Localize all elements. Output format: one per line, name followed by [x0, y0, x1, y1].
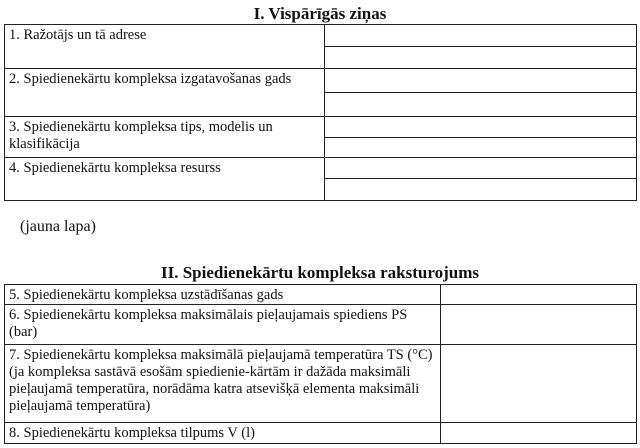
row-label-type-model: 3. Spiedienekārtu kompleksa tips, modelis un klasifikācija [5, 117, 325, 158]
value-line[interactable] [325, 117, 636, 138]
value-line[interactable] [325, 69, 636, 93]
table-row [5, 423, 637, 444]
row-value-max-pressure[interactable] [441, 305, 637, 345]
row-label-manufacturer: 1. Ražotājs un tā adrese [5, 25, 325, 69]
row-value-resource[interactable] [325, 158, 637, 201]
row-value-type-model[interactable] [325, 117, 637, 158]
row-value-manufacturer[interactable] [325, 25, 637, 69]
value-line[interactable] [325, 47, 636, 68]
row-label-max-pressure: 6. Spiedienekārtu kompleksa maksimālais pieļaujamais spiediens PS (bar) [5, 305, 441, 345]
table-row [5, 25, 637, 69]
section-1-table [4, 24, 637, 201]
row-value-manufacture-year[interactable] [325, 69, 637, 117]
section-1-heading: I. Vispārīgās ziņas [253, 4, 387, 23]
new-page-note: (jauna lapa) [20, 218, 96, 235]
table-row [5, 285, 637, 305]
row-label-resource: 4. Spiedienekārtu kompleksa resurss [5, 158, 325, 201]
row-label-max-temperature: 7. Spiedienekārtu kompleksa maksimālā pieļaujamā temperatūra TS (°C) (ja kompleksa sastāvā esošām spiedienie-kārtām ir dažāda maksimāli pieļaujamā temperatūra, norādāma katra atsevišķā elementa maksimāli pieļaujamā temperatūra) [5, 345, 441, 423]
section-2-heading: II. Spiedienekārtu kompleksa raksturojums [160, 263, 480, 282]
row-label-manufacture-year: 2. Spiedienekārtu kompleksa izgatavošanas gads [5, 69, 325, 117]
value-line[interactable] [325, 25, 636, 47]
section-2-table [4, 284, 637, 444]
value-line[interactable] [325, 93, 636, 116]
table-row [5, 345, 637, 423]
row-value-installation-year[interactable] [441, 285, 637, 305]
value-line[interactable] [325, 158, 636, 179]
row-label-installation-year: 5. Spiedienekārtu kompleksa uzstādīšanas gads [5, 285, 441, 305]
row-value-max-temperature[interactable] [441, 345, 637, 423]
row-value-volume[interactable] [441, 423, 637, 444]
value-line[interactable] [325, 138, 636, 157]
table-row [5, 117, 637, 158]
table-row [5, 158, 637, 201]
row-label-volume: 8. Spiedienekārtu kompleksa tilpums V (l) [5, 423, 441, 444]
table-row [5, 305, 637, 345]
table-row [5, 69, 637, 117]
value-line[interactable] [325, 179, 636, 200]
